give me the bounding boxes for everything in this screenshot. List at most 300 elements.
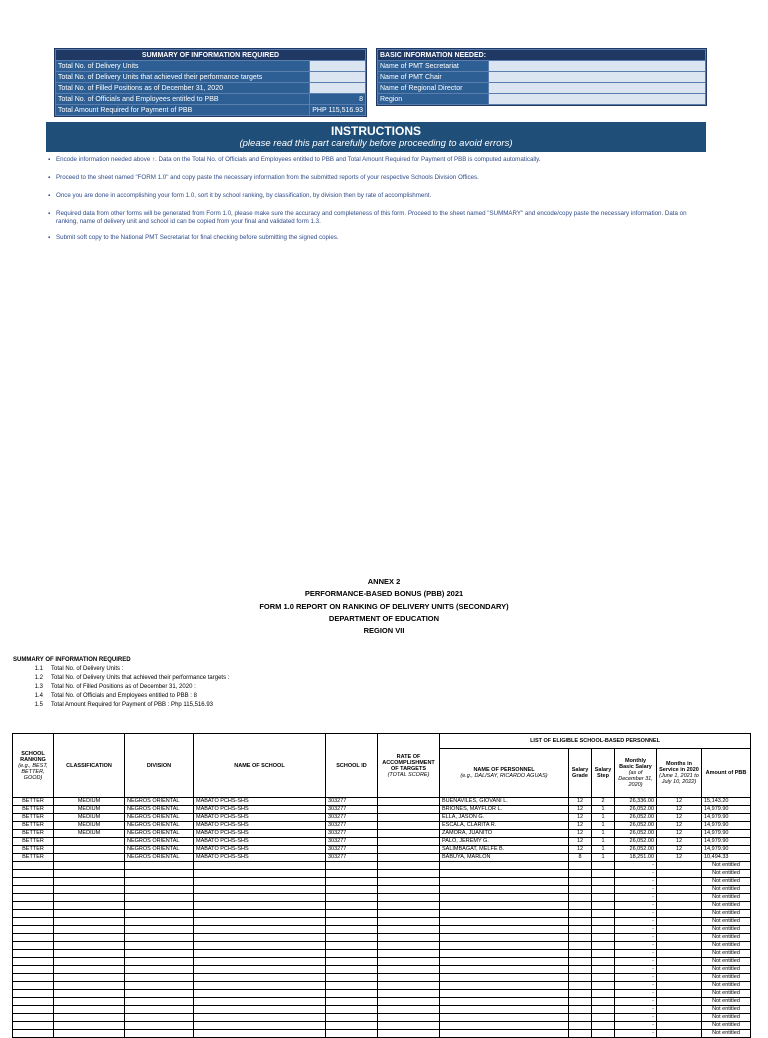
cell-classification[interactable] — [54, 950, 125, 958]
cell-salary-grade[interactable] — [569, 950, 592, 958]
cell-classification[interactable] — [54, 974, 125, 982]
cell-classification[interactable] — [54, 1022, 125, 1030]
cell-school-name[interactable] — [194, 998, 326, 1006]
cell-salary-step[interactable] — [592, 1030, 615, 1038]
cell-division[interactable] — [125, 894, 194, 902]
cell-school-id[interactable] — [326, 894, 378, 902]
cell-ranking[interactable] — [13, 910, 54, 918]
cell-division[interactable] — [125, 1030, 194, 1038]
cell-salary-step[interactable]: 1 — [592, 854, 615, 862]
cell-rate[interactable] — [378, 1014, 440, 1022]
cell-amount-pbb[interactable]: Not entitled — [702, 862, 751, 870]
cell-months-service[interactable] — [657, 894, 702, 902]
cell-rate[interactable] — [378, 982, 440, 990]
cell-monthly-salary[interactable]: - — [615, 982, 657, 990]
cell-monthly-salary[interactable]: - — [615, 950, 657, 958]
cell-monthly-salary[interactable]: - — [615, 958, 657, 966]
cell-ranking[interactable] — [13, 878, 54, 886]
cell-months-service[interactable] — [657, 942, 702, 950]
cell-school-name[interactable]: MABATO PCHS-SHS — [194, 814, 326, 822]
cell-salary-step[interactable] — [592, 950, 615, 958]
cell-months-service[interactable] — [657, 886, 702, 894]
cell-salary-grade[interactable]: 12 — [569, 798, 592, 806]
cell-salary-grade[interactable] — [569, 942, 592, 950]
cell-amount-pbb[interactable]: Not entitled — [702, 1006, 751, 1014]
cell-salary-step[interactable] — [592, 974, 615, 982]
cell-school-id[interactable] — [326, 958, 378, 966]
cell-school-name[interactable] — [194, 958, 326, 966]
cell-school-name[interactable] — [194, 1030, 326, 1038]
cell-personnel[interactable] — [440, 1006, 569, 1014]
cell-salary-grade[interactable] — [569, 1006, 592, 1014]
basic-box-value[interactable] — [489, 94, 706, 105]
cell-monthly-salary[interactable]: 26,052.00 — [615, 822, 657, 830]
cell-school-name[interactable]: MABATO PCHS-SHS — [194, 798, 326, 806]
cell-school-name[interactable] — [194, 1014, 326, 1022]
cell-amount-pbb[interactable]: 14,979.90 — [702, 806, 751, 814]
cell-division[interactable] — [125, 878, 194, 886]
cell-rate[interactable] — [378, 798, 440, 806]
cell-school-id[interactable] — [326, 1022, 378, 1030]
cell-salary-grade[interactable] — [569, 1030, 592, 1038]
cell-school-name[interactable] — [194, 862, 326, 870]
cell-rate[interactable] — [378, 998, 440, 1006]
cell-salary-step[interactable]: 1 — [592, 846, 615, 854]
cell-salary-grade[interactable] — [569, 902, 592, 910]
basic-box-value[interactable] — [489, 72, 706, 83]
cell-school-name[interactable] — [194, 886, 326, 894]
cell-division[interactable]: NEGROS ORIENTAL — [125, 806, 194, 814]
cell-rate[interactable] — [378, 958, 440, 966]
cell-months-service[interactable] — [657, 918, 702, 926]
cell-salary-grade[interactable] — [569, 990, 592, 998]
cell-division[interactable]: NEGROS ORIENTAL — [125, 838, 194, 846]
cell-school-id[interactable] — [326, 942, 378, 950]
cell-division[interactable] — [125, 1006, 194, 1014]
cell-monthly-salary[interactable]: - — [615, 918, 657, 926]
cell-salary-grade[interactable] — [569, 1022, 592, 1030]
cell-months-service[interactable] — [657, 862, 702, 870]
cell-rate[interactable] — [378, 854, 440, 862]
cell-amount-pbb[interactable]: 10,494.33 — [702, 854, 751, 862]
cell-salary-step[interactable] — [592, 910, 615, 918]
cell-months-service[interactable] — [657, 934, 702, 942]
cell-school-id[interactable] — [326, 918, 378, 926]
cell-amount-pbb[interactable]: Not entitled — [702, 998, 751, 1006]
cell-salary-grade[interactable] — [569, 926, 592, 934]
cell-division[interactable] — [125, 926, 194, 934]
cell-rate[interactable] — [378, 830, 440, 838]
cell-school-name[interactable] — [194, 990, 326, 998]
cell-salary-grade[interactable]: 12 — [569, 846, 592, 854]
cell-personnel[interactable] — [440, 910, 569, 918]
cell-months-service[interactable] — [657, 910, 702, 918]
cell-personnel[interactable]: ESCALA, CLARITA R. — [440, 822, 569, 830]
cell-amount-pbb[interactable]: 14,979.90 — [702, 838, 751, 846]
cell-classification[interactable]: MEDIUM — [54, 814, 125, 822]
cell-school-id[interactable] — [326, 950, 378, 958]
cell-classification[interactable] — [54, 1030, 125, 1038]
cell-school-name[interactable] — [194, 942, 326, 950]
cell-classification[interactable] — [54, 870, 125, 878]
cell-salary-step[interactable] — [592, 918, 615, 926]
cell-amount-pbb[interactable]: Not entitled — [702, 950, 751, 958]
cell-salary-step[interactable] — [592, 862, 615, 870]
cell-amount-pbb[interactable]: Not entitled — [702, 1014, 751, 1022]
cell-school-name[interactable] — [194, 926, 326, 934]
cell-division[interactable] — [125, 942, 194, 950]
cell-division[interactable] — [125, 1014, 194, 1022]
cell-rate[interactable] — [378, 878, 440, 886]
cell-monthly-salary[interactable]: - — [615, 910, 657, 918]
cell-rate[interactable] — [378, 910, 440, 918]
cell-salary-step[interactable] — [592, 958, 615, 966]
cell-school-name[interactable] — [194, 902, 326, 910]
cell-school-id[interactable]: 303277 — [326, 806, 378, 814]
cell-months-service[interactable]: 12 — [657, 814, 702, 822]
cell-division[interactable]: NEGROS ORIENTAL — [125, 846, 194, 854]
cell-rate[interactable] — [378, 990, 440, 998]
cell-rate[interactable] — [378, 1006, 440, 1014]
cell-amount-pbb[interactable]: Not entitled — [702, 894, 751, 902]
cell-classification[interactable] — [54, 958, 125, 966]
cell-school-name[interactable] — [194, 918, 326, 926]
cell-classification[interactable] — [54, 990, 125, 998]
cell-salary-step[interactable] — [592, 998, 615, 1006]
cell-monthly-salary[interactable]: - — [615, 966, 657, 974]
cell-division[interactable] — [125, 958, 194, 966]
cell-school-id[interactable] — [326, 902, 378, 910]
cell-salary-step[interactable] — [592, 926, 615, 934]
cell-personnel[interactable] — [440, 950, 569, 958]
cell-classification[interactable] — [54, 1006, 125, 1014]
cell-personnel[interactable]: SALIMBAGAT, MELFE B. — [440, 846, 569, 854]
cell-salary-grade[interactable]: 12 — [569, 822, 592, 830]
cell-salary-grade[interactable] — [569, 974, 592, 982]
cell-ranking[interactable]: BETTER — [13, 838, 54, 846]
cell-school-id[interactable] — [326, 862, 378, 870]
cell-division[interactable] — [125, 966, 194, 974]
cell-school-name[interactable] — [194, 1006, 326, 1014]
cell-personnel[interactable] — [440, 998, 569, 1006]
cell-amount-pbb[interactable]: 15,143.20 — [702, 798, 751, 806]
cell-division[interactable]: NEGROS ORIENTAL — [125, 814, 194, 822]
cell-classification[interactable] — [54, 846, 125, 854]
cell-monthly-salary[interactable]: - — [615, 1030, 657, 1038]
cell-salary-grade[interactable] — [569, 934, 592, 942]
cell-monthly-salary[interactable]: 26,052.00 — [615, 830, 657, 838]
cell-rate[interactable] — [378, 886, 440, 894]
cell-school-name[interactable]: MABATO PCHS-SHS — [194, 854, 326, 862]
cell-months-service[interactable] — [657, 958, 702, 966]
cell-ranking[interactable] — [13, 1014, 54, 1022]
cell-amount-pbb[interactable]: Not entitled — [702, 870, 751, 878]
cell-salary-grade[interactable] — [569, 998, 592, 1006]
cell-school-name[interactable]: MABATO PCHS-SHS — [194, 830, 326, 838]
cell-rate[interactable] — [378, 814, 440, 822]
cell-school-name[interactable] — [194, 910, 326, 918]
cell-salary-step[interactable]: 1 — [592, 806, 615, 814]
cell-months-service[interactable] — [657, 1030, 702, 1038]
cell-classification[interactable] — [54, 926, 125, 934]
cell-salary-step[interactable] — [592, 966, 615, 974]
cell-salary-step[interactable]: 1 — [592, 822, 615, 830]
cell-months-service[interactable]: 12 — [657, 798, 702, 806]
cell-rate[interactable] — [378, 846, 440, 854]
cell-ranking[interactable] — [13, 894, 54, 902]
cell-classification[interactable] — [54, 942, 125, 950]
cell-monthly-salary[interactable]: 26,052.00 — [615, 838, 657, 846]
cell-rate[interactable] — [378, 806, 440, 814]
cell-salary-step[interactable] — [592, 902, 615, 910]
cell-division[interactable] — [125, 982, 194, 990]
cell-classification[interactable] — [54, 902, 125, 910]
cell-school-id[interactable] — [326, 878, 378, 886]
cell-monthly-salary[interactable]: 26,052.00 — [615, 846, 657, 854]
cell-division[interactable]: NEGROS ORIENTAL — [125, 854, 194, 862]
cell-classification[interactable] — [54, 878, 125, 886]
cell-division[interactable] — [125, 862, 194, 870]
cell-salary-grade[interactable] — [569, 894, 592, 902]
cell-personnel[interactable]: BABUYA, MARLON — [440, 854, 569, 862]
cell-rate[interactable] — [378, 1022, 440, 1030]
cell-amount-pbb[interactable]: Not entitled — [702, 878, 751, 886]
cell-months-service[interactable] — [657, 990, 702, 998]
cell-school-id[interactable] — [326, 966, 378, 974]
cell-classification[interactable] — [54, 894, 125, 902]
cell-school-id[interactable] — [326, 886, 378, 894]
cell-amount-pbb[interactable]: Not entitled — [702, 902, 751, 910]
cell-salary-step[interactable]: 1 — [592, 814, 615, 822]
cell-division[interactable] — [125, 934, 194, 942]
summary-box-value[interactable] — [310, 83, 366, 94]
cell-personnel[interactable] — [440, 870, 569, 878]
cell-school-id[interactable]: 303277 — [326, 854, 378, 862]
cell-monthly-salary[interactable]: - — [615, 894, 657, 902]
cell-monthly-salary[interactable]: - — [615, 870, 657, 878]
cell-school-id[interactable]: 303277 — [326, 822, 378, 830]
cell-ranking[interactable] — [13, 990, 54, 998]
cell-personnel[interactable] — [440, 942, 569, 950]
cell-ranking[interactable] — [13, 1022, 54, 1030]
cell-school-name[interactable]: MABATO PCHS-SHS — [194, 846, 326, 854]
cell-personnel[interactable] — [440, 974, 569, 982]
cell-salary-grade[interactable] — [569, 886, 592, 894]
cell-classification[interactable] — [54, 982, 125, 990]
cell-ranking[interactable] — [13, 998, 54, 1006]
cell-rate[interactable] — [378, 838, 440, 846]
cell-months-service[interactable] — [657, 974, 702, 982]
cell-monthly-salary[interactable]: 26,052.00 — [615, 814, 657, 822]
cell-rate[interactable] — [378, 822, 440, 830]
cell-salary-grade[interactable]: 8 — [569, 854, 592, 862]
cell-school-id[interactable]: 303277 — [326, 830, 378, 838]
cell-division[interactable] — [125, 902, 194, 910]
cell-personnel[interactable] — [440, 966, 569, 974]
cell-amount-pbb[interactable]: Not entitled — [702, 926, 751, 934]
cell-rate[interactable] — [378, 902, 440, 910]
cell-salary-step[interactable] — [592, 870, 615, 878]
cell-ranking[interactable] — [13, 862, 54, 870]
cell-months-service[interactable] — [657, 950, 702, 958]
cell-division[interactable]: NEGROS ORIENTAL — [125, 830, 194, 838]
cell-amount-pbb[interactable]: 14,979.90 — [702, 814, 751, 822]
cell-salary-step[interactable] — [592, 1006, 615, 1014]
cell-ranking[interactable] — [13, 950, 54, 958]
cell-classification[interactable] — [54, 854, 125, 862]
cell-school-name[interactable] — [194, 966, 326, 974]
cell-salary-step[interactable] — [592, 878, 615, 886]
cell-salary-step[interactable]: 1 — [592, 838, 615, 846]
cell-monthly-salary[interactable]: - — [615, 1022, 657, 1030]
basic-box-value[interactable] — [489, 83, 706, 94]
cell-monthly-salary[interactable]: - — [615, 902, 657, 910]
cell-ranking[interactable] — [13, 1006, 54, 1014]
cell-classification[interactable] — [54, 862, 125, 870]
cell-school-name[interactable] — [194, 894, 326, 902]
cell-amount-pbb[interactable]: Not entitled — [702, 958, 751, 966]
cell-personnel[interactable] — [440, 894, 569, 902]
cell-school-id[interactable]: 303277 — [326, 838, 378, 846]
cell-salary-grade[interactable] — [569, 862, 592, 870]
cell-division[interactable]: NEGROS ORIENTAL — [125, 822, 194, 830]
cell-months-service[interactable] — [657, 878, 702, 886]
cell-months-service[interactable] — [657, 926, 702, 934]
summary-box-value[interactable] — [310, 61, 366, 72]
cell-rate[interactable] — [378, 1030, 440, 1038]
cell-monthly-salary[interactable]: - — [615, 974, 657, 982]
basic-box-value[interactable] — [489, 61, 706, 72]
cell-salary-step[interactable]: 2 — [592, 798, 615, 806]
cell-school-name[interactable] — [194, 934, 326, 942]
cell-salary-grade[interactable]: 12 — [569, 806, 592, 814]
cell-months-service[interactable]: 12 — [657, 854, 702, 862]
cell-ranking[interactable] — [13, 870, 54, 878]
cell-amount-pbb[interactable]: Not entitled — [702, 966, 751, 974]
cell-personnel[interactable]: ZAMORA, JUANITO — [440, 830, 569, 838]
cell-salary-step[interactable] — [592, 934, 615, 942]
cell-months-service[interactable]: 12 — [657, 806, 702, 814]
cell-ranking[interactable] — [13, 982, 54, 990]
cell-rate[interactable] — [378, 926, 440, 934]
cell-salary-grade[interactable] — [569, 870, 592, 878]
cell-salary-grade[interactable]: 12 — [569, 830, 592, 838]
cell-salary-grade[interactable] — [569, 878, 592, 886]
cell-school-name[interactable] — [194, 982, 326, 990]
cell-division[interactable] — [125, 950, 194, 958]
cell-salary-grade[interactable] — [569, 918, 592, 926]
cell-personnel[interactable] — [440, 1014, 569, 1022]
cell-salary-step[interactable] — [592, 982, 615, 990]
cell-amount-pbb[interactable]: 14,979.90 — [702, 822, 751, 830]
cell-rate[interactable] — [378, 894, 440, 902]
cell-amount-pbb[interactable]: Not entitled — [702, 990, 751, 998]
cell-school-name[interactable]: MABATO PCHS-SHS — [194, 822, 326, 830]
cell-rate[interactable] — [378, 942, 440, 950]
cell-division[interactable] — [125, 998, 194, 1006]
cell-salary-grade[interactable] — [569, 958, 592, 966]
cell-personnel[interactable] — [440, 982, 569, 990]
cell-classification[interactable] — [54, 1014, 125, 1022]
cell-personnel[interactable] — [440, 990, 569, 998]
cell-personnel[interactable] — [440, 862, 569, 870]
cell-ranking[interactable]: BETTER — [13, 822, 54, 830]
cell-months-service[interactable] — [657, 1006, 702, 1014]
cell-ranking[interactable] — [13, 966, 54, 974]
cell-rate[interactable] — [378, 870, 440, 878]
cell-ranking[interactable] — [13, 942, 54, 950]
cell-months-service[interactable] — [657, 870, 702, 878]
cell-ranking[interactable]: BETTER — [13, 814, 54, 822]
cell-monthly-salary[interactable]: 26,052.00 — [615, 806, 657, 814]
cell-months-service[interactable] — [657, 966, 702, 974]
cell-ranking[interactable] — [13, 934, 54, 942]
cell-division[interactable]: NEGROS ORIENTAL — [125, 798, 194, 806]
cell-salary-step[interactable] — [592, 942, 615, 950]
cell-salary-grade[interactable]: 12 — [569, 838, 592, 846]
cell-salary-step[interactable] — [592, 886, 615, 894]
cell-monthly-salary[interactable]: - — [615, 926, 657, 934]
cell-personnel[interactable] — [440, 934, 569, 942]
cell-months-service[interactable]: 12 — [657, 830, 702, 838]
cell-school-name[interactable]: MABATO PCHS-SHS — [194, 838, 326, 846]
cell-salary-step[interactable]: 1 — [592, 830, 615, 838]
cell-division[interactable] — [125, 1022, 194, 1030]
cell-amount-pbb[interactable]: Not entitled — [702, 974, 751, 982]
cell-rate[interactable] — [378, 934, 440, 942]
cell-school-id[interactable] — [326, 1006, 378, 1014]
cell-ranking[interactable]: BETTER — [13, 846, 54, 854]
cell-salary-grade[interactable] — [569, 966, 592, 974]
cell-rate[interactable] — [378, 974, 440, 982]
cell-personnel[interactable] — [440, 886, 569, 894]
cell-personnel[interactable]: ELLA, JASON G. — [440, 814, 569, 822]
cell-school-id[interactable] — [326, 990, 378, 998]
cell-school-id[interactable]: 303277 — [326, 798, 378, 806]
cell-school-name[interactable] — [194, 1022, 326, 1030]
cell-division[interactable] — [125, 990, 194, 998]
cell-ranking[interactable] — [13, 1030, 54, 1038]
cell-personnel[interactable] — [440, 902, 569, 910]
cell-salary-grade[interactable]: 12 — [569, 814, 592, 822]
cell-amount-pbb[interactable]: 14,979.90 — [702, 846, 751, 854]
cell-monthly-salary[interactable]: - — [615, 1014, 657, 1022]
cell-division[interactable] — [125, 870, 194, 878]
cell-classification[interactable] — [54, 934, 125, 942]
cell-classification[interactable] — [54, 998, 125, 1006]
cell-personnel[interactable]: BUENAVILES, GIOVANI L. — [440, 798, 569, 806]
cell-division[interactable] — [125, 974, 194, 982]
cell-ranking[interactable] — [13, 918, 54, 926]
cell-school-id[interactable] — [326, 998, 378, 1006]
cell-personnel[interactable]: BRIONES, MAYFLOR L. — [440, 806, 569, 814]
cell-classification[interactable]: MEDIUM — [54, 798, 125, 806]
cell-months-service[interactable] — [657, 998, 702, 1006]
cell-school-id[interactable] — [326, 1030, 378, 1038]
cell-monthly-salary[interactable]: 26,336.00 — [615, 798, 657, 806]
cell-school-id[interactable] — [326, 982, 378, 990]
cell-school-id[interactable] — [326, 934, 378, 942]
cell-division[interactable] — [125, 886, 194, 894]
cell-division[interactable] — [125, 918, 194, 926]
cell-salary-step[interactable] — [592, 894, 615, 902]
cell-monthly-salary[interactable]: - — [615, 934, 657, 942]
cell-monthly-salary[interactable]: - — [615, 942, 657, 950]
cell-school-id[interactable] — [326, 974, 378, 982]
cell-classification[interactable] — [54, 910, 125, 918]
cell-rate[interactable] — [378, 918, 440, 926]
cell-monthly-salary[interactable]: - — [615, 862, 657, 870]
